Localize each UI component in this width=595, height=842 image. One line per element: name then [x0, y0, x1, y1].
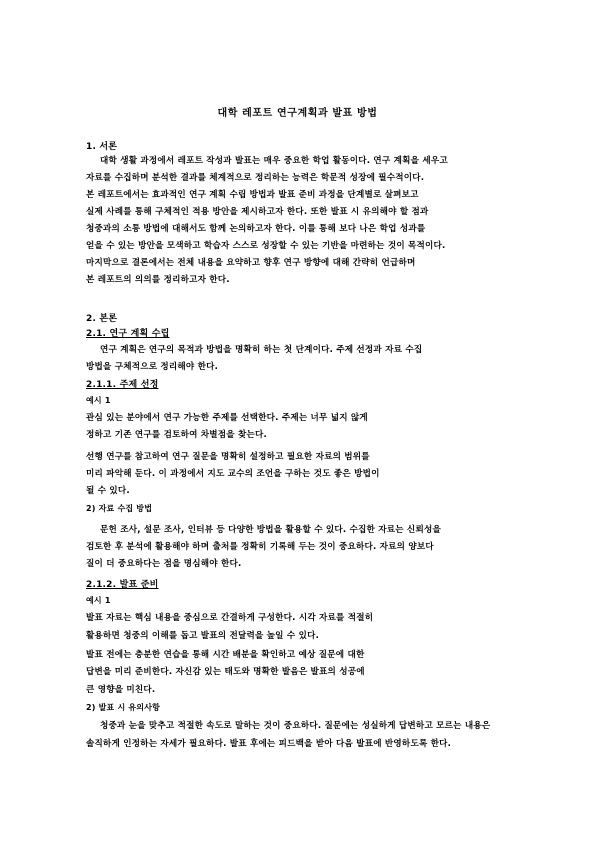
- paragraph-line: 본 레포트의 의의를 정리하고자 한다.: [86, 275, 230, 285]
- paragraph-line: 문헌 조사, 설문 조사, 인터뷰 등 다양한 방법을 활용할 수 있다. 수집한 자료는 신뢰성을: [100, 525, 441, 535]
- paragraph-line: 발표 자료는 핵심 내용을 중심으로 간결하게 구성한다. 시각 자료를 적절히: [86, 613, 374, 623]
- paragraph-line: 관심 있는 분야에서 연구 가능한 주제를 선택한다. 주제는 너무 넓지 않게: [86, 413, 368, 423]
- paragraph-line: 연구 계획은 연구의 목적과 방법을 명확히 하는 첫 단계이다. 주제 선정과 자료 수집: [100, 345, 423, 355]
- paragraph-line: 검토한 후 분석에 활용해야 하며 출처를 정확히 기록해 두는 것이 중요하다. 자료의 양보다: [86, 542, 434, 552]
- subsubsection-heading: 2.1.1. 주제 선정: [86, 380, 159, 390]
- paragraph-line: 얻을 수 있는 방안을 모색하고 학습자 스스로 성장할 수 있는 기반을 마련하는 것이 목적이다.: [86, 241, 446, 251]
- subsubsection-heading: 2.1.2. 발표 준비: [86, 580, 159, 590]
- paragraph-line: 마지막으로 결론에서는 전체 내용을 요약하고 향후 연구 방향에 대해 간략히 언급하며: [86, 258, 416, 268]
- paragraph-line: 활용하면 청중의 이해를 돕고 발표의 전달력을 높일 수 있다.: [86, 631, 320, 641]
- paragraph-line: 청중과의 소통 방법에 대해서도 함께 논의하고자 한다. 이를 통해 보다 나은 학업 성과를: [86, 224, 426, 234]
- paragraph-line: 실제 사례를 통해 구체적인 적용 방안을 제시하고자 한다. 또한 발표 시 유의해야 할 점과: [86, 207, 429, 217]
- paragraph-line: 될 수 있다.: [86, 486, 130, 496]
- paragraph-line: 방법을 구체적으로 정리해야 한다.: [86, 362, 219, 372]
- paragraph-line: 대학 생활 과정에서 레포트 작성과 발표는 매우 중요한 학업 활동이다. 연구 계획을 세우고: [100, 156, 448, 166]
- paragraph-line: 선행 연구를 참고하여 연구 질문을 명확히 설정하고 필요한 자료의 범위를: [86, 452, 370, 462]
- item-label: 2) 자료 수집 방법: [86, 504, 153, 513]
- example-label: 예시 1: [86, 596, 111, 605]
- paragraph-line: 큰 영향을 미친다.: [86, 685, 156, 695]
- section-heading-intro: 1. 서론: [86, 142, 118, 152]
- paragraph-line: 발표 전에는 충분한 연습을 통해 시간 배분을 확인하고 예상 질문에 대한: [86, 650, 365, 660]
- paragraph-line: 답변을 미리 준비한다. 자신감 있는 태도와 명확한 발음은 발표의 성공에: [86, 667, 365, 677]
- page-title: 대학 레포트 연구계획과 발표 방법: [217, 108, 378, 119]
- paragraph-line: 청중과 눈을 맞추고 적절한 속도로 말하는 것이 중요하다. 질문에는 성실하게 답변하고 모르는 내용은: [100, 721, 491, 731]
- item-label: 2) 발표 시 유의사항: [86, 703, 161, 712]
- paragraph-line: 질이 더 중요하다는 점을 명심해야 한다.: [86, 559, 242, 569]
- paragraph-line: 자료를 수집하며 분석한 결과를 체계적으로 정리하는 능력은 학문적 성장에 필수적이다.: [86, 173, 425, 183]
- subsection-heading: 2.1. 연구 계획 수립: [86, 329, 170, 339]
- section-heading-body: 2. 본론: [86, 314, 118, 324]
- paragraph-line: 솔직하게 인정하는 자세가 필요하다. 발표 후에는 피드백을 받아 다음 발표에 반영하도록 한다.: [86, 739, 452, 749]
- example-label: 예시 1: [86, 396, 111, 405]
- paragraph-line: 미리 파악해 둔다. 이 과정에서 지도 교수의 조언을 구하는 것도 좋은 방법이: [86, 469, 380, 479]
- paragraph-line: 정하고 기존 연구를 검토하여 차별점을 찾는다.: [86, 430, 267, 440]
- paragraph-line: 본 레포트에서는 효과적인 연구 계획 수립 방법과 발표 준비 과정을 단계별로 살펴보고: [86, 190, 419, 200]
